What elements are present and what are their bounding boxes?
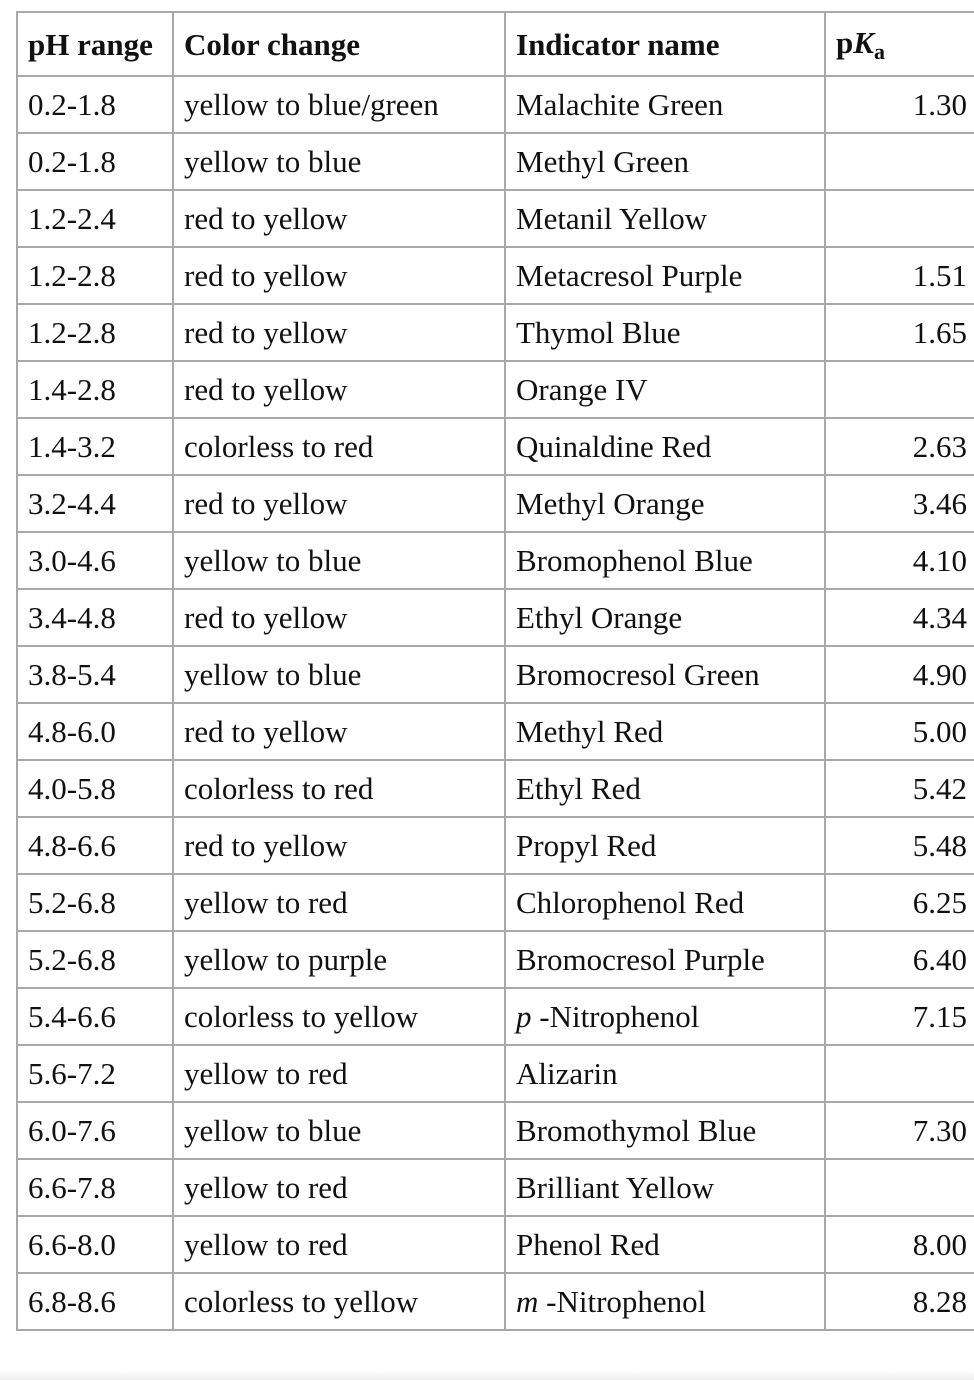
cell-indicator-name	[505, 1159, 825, 1216]
pka-k: K	[853, 25, 874, 60]
cell-indicator-name	[505, 646, 825, 703]
cell-pka: 5.42	[825, 760, 974, 817]
cell-indicator-name	[505, 418, 825, 475]
cell-color-change: yellow to blue	[173, 1102, 505, 1159]
cell-pka: 8.00	[825, 1216, 974, 1273]
pka-subscript: a	[873, 39, 885, 64]
indicator-name-text: Quinaldine Red	[516, 428, 712, 464]
indicator-name-text: Methyl Green	[516, 143, 690, 179]
cell-pka: 7.15	[825, 988, 974, 1045]
cell-color-change: red to yellow	[173, 589, 505, 646]
cell-pka: 8.28	[825, 1273, 974, 1330]
cell-ph-range: 6.6-7.8	[17, 1159, 173, 1216]
cell-color-change: red to yellow	[173, 817, 505, 874]
table-row	[17, 532, 974, 589]
cell-indicator-name	[505, 1273, 825, 1330]
cell-color-change: red to yellow	[173, 247, 505, 304]
cell-color-change: yellow to red	[173, 1159, 505, 1216]
cell-pka: 4.34	[825, 589, 974, 646]
cell-pka: 7.30	[825, 1102, 974, 1159]
cell-indicator-name	[505, 760, 825, 817]
cell-indicator-name	[505, 931, 825, 988]
cell-color-change: red to yellow	[173, 703, 505, 760]
pka-prefix: p	[836, 25, 854, 60]
cell-pka: 5.48	[825, 817, 974, 874]
indicator-name-text: Propyl Red	[516, 827, 657, 863]
bottom-fade	[0, 1370, 974, 1380]
cell-indicator-name	[505, 703, 825, 760]
cell-pka: 4.10	[825, 532, 974, 589]
cell-color-change: yellow to purple	[173, 931, 505, 988]
indicator-name-text: Methyl Red	[516, 713, 664, 749]
cell-color-change: yellow to red	[173, 874, 505, 931]
cell-color-change: red to yellow	[173, 190, 505, 247]
cell-pka: 2.63	[825, 418, 974, 475]
indicator-name-text: Methyl Orange	[516, 485, 705, 521]
indicator-name-prefix: p	[516, 998, 532, 1034]
cell-indicator-name	[505, 361, 825, 418]
cell-indicator-name	[505, 817, 825, 874]
header-ph-range: pH range	[17, 12, 173, 76]
cell-ph-range: 1.2-2.4	[17, 190, 173, 247]
cell-color-change: colorless to yellow	[173, 1273, 505, 1330]
cell-pka: 1.65	[825, 304, 974, 361]
table-row	[17, 589, 974, 646]
header-indicator-name: Indicator name	[505, 12, 825, 76]
table-row	[17, 1102, 974, 1159]
indicator-name-text: Alizarin	[516, 1055, 618, 1091]
table-row	[17, 361, 974, 418]
cell-indicator-name	[505, 304, 825, 361]
cell-color-change: yellow to blue	[173, 646, 505, 703]
cell-color-change: yellow to blue	[173, 133, 505, 190]
cell-ph-range: 3.4-4.8	[17, 589, 173, 646]
cell-pka: 5.00	[825, 703, 974, 760]
cell-ph-range: 1.4-3.2	[17, 418, 173, 475]
indicator-name-text: Ethyl Red	[516, 770, 641, 806]
cell-pka	[825, 190, 974, 247]
cell-indicator-name	[505, 874, 825, 931]
indicator-table	[16, 11, 974, 1331]
table-row	[17, 703, 974, 760]
cell-color-change: yellow to blue	[173, 532, 505, 589]
cell-indicator-name	[505, 1102, 825, 1159]
cell-pka	[825, 1159, 974, 1216]
cell-indicator-name	[505, 247, 825, 304]
cell-ph-range: 4.0-5.8	[17, 760, 173, 817]
table-row	[17, 475, 974, 532]
cell-color-change: yellow to blue/green	[173, 76, 505, 133]
table-header	[17, 12, 974, 76]
cell-ph-range: 6.0-7.6	[17, 1102, 173, 1159]
table-row	[17, 817, 974, 874]
cell-ph-range: 3.0-4.6	[17, 532, 173, 589]
indicator-name-text: Bromocresol Purple	[516, 941, 765, 977]
indicator-name-prefix: m	[516, 1283, 539, 1319]
indicator-name-text: Orange IV	[516, 371, 648, 407]
cell-indicator-name	[505, 76, 825, 133]
table-row	[17, 304, 974, 361]
cell-ph-range: 4.8-6.0	[17, 703, 173, 760]
cell-pka: 6.40	[825, 931, 974, 988]
table-row	[17, 1045, 974, 1102]
cell-ph-range: 3.2-4.4	[17, 475, 173, 532]
cell-color-change: yellow to red	[173, 1045, 505, 1102]
indicator-name-text: -Nitrophenol	[531, 998, 700, 1034]
cell-ph-range: 6.8-8.6	[17, 1273, 173, 1330]
cell-indicator-name	[505, 133, 825, 190]
header-pka	[825, 12, 974, 76]
cell-ph-range: 1.2-2.8	[17, 247, 173, 304]
cell-pka: 4.90	[825, 646, 974, 703]
cell-indicator-name	[505, 190, 825, 247]
indicator-name-text: -Nitrophenol	[538, 1283, 707, 1319]
indicator-name-text: Metanil Yellow	[516, 200, 708, 236]
cell-color-change: red to yellow	[173, 304, 505, 361]
table-row	[17, 1159, 974, 1216]
cell-pka: 3.46	[825, 475, 974, 532]
cell-ph-range: 4.8-6.6	[17, 817, 173, 874]
cell-pka: 6.25	[825, 874, 974, 931]
cell-color-change: red to yellow	[173, 475, 505, 532]
indicator-name-text: Thymol Blue	[516, 314, 681, 350]
cell-ph-range: 1.2-2.8	[17, 304, 173, 361]
table-row	[17, 76, 974, 133]
table-row	[17, 760, 974, 817]
indicator-name-text: Bromophenol Blue	[516, 542, 753, 578]
indicator-name-text: Chlorophenol Red	[516, 884, 745, 920]
header-row	[17, 12, 974, 76]
cell-ph-range: 5.2-6.8	[17, 874, 173, 931]
cell-color-change: red to yellow	[173, 361, 505, 418]
table-row	[17, 418, 974, 475]
table-row	[17, 874, 974, 931]
cell-ph-range: 6.6-8.0	[17, 1216, 173, 1273]
cell-pka	[825, 133, 974, 190]
cell-ph-range: 5.2-6.8	[17, 931, 173, 988]
cell-color-change: colorless to yellow	[173, 988, 505, 1045]
table-row	[17, 988, 974, 1045]
table-row	[17, 190, 974, 247]
cell-ph-range: 5.6-7.2	[17, 1045, 173, 1102]
table-row	[17, 646, 974, 703]
cell-ph-range: 1.4-2.8	[17, 361, 173, 418]
indicator-name-text: Bromothymol Blue	[516, 1112, 757, 1148]
cell-color-change: yellow to red	[173, 1216, 505, 1273]
indicator-name-text: Malachite Green	[516, 86, 724, 122]
table-row	[17, 1273, 974, 1330]
cell-pka	[825, 1045, 974, 1102]
cell-indicator-name	[505, 1216, 825, 1273]
cell-indicator-name	[505, 475, 825, 532]
cell-indicator-name	[505, 988, 825, 1045]
table-row	[17, 1216, 974, 1273]
cell-ph-range: 0.2-1.8	[17, 133, 173, 190]
cell-pka	[825, 361, 974, 418]
table-row	[17, 931, 974, 988]
indicator-name-text: Phenol Red	[516, 1226, 660, 1262]
indicator-name-text: Bromocresol Green	[516, 656, 760, 692]
cell-pka: 1.30	[825, 76, 974, 133]
cell-ph-range: 3.8-5.4	[17, 646, 173, 703]
cell-ph-range: 0.2-1.8	[17, 76, 173, 133]
indicator-name-text: Ethyl Orange	[516, 599, 683, 635]
cell-indicator-name	[505, 589, 825, 646]
cell-color-change: colorless to red	[173, 418, 505, 475]
table-body	[17, 76, 974, 1330]
table-row	[17, 247, 974, 304]
cell-indicator-name	[505, 532, 825, 589]
header-color-change: Color change	[173, 12, 505, 76]
cell-color-change: colorless to red	[173, 760, 505, 817]
cell-ph-range: 5.4-6.6	[17, 988, 173, 1045]
indicator-name-text: Metacresol Purple	[516, 257, 743, 293]
cell-pka: 1.51	[825, 247, 974, 304]
indicator-name-text: Brilliant Yellow	[516, 1169, 715, 1205]
cell-indicator-name	[505, 1045, 825, 1102]
table-row	[17, 133, 974, 190]
